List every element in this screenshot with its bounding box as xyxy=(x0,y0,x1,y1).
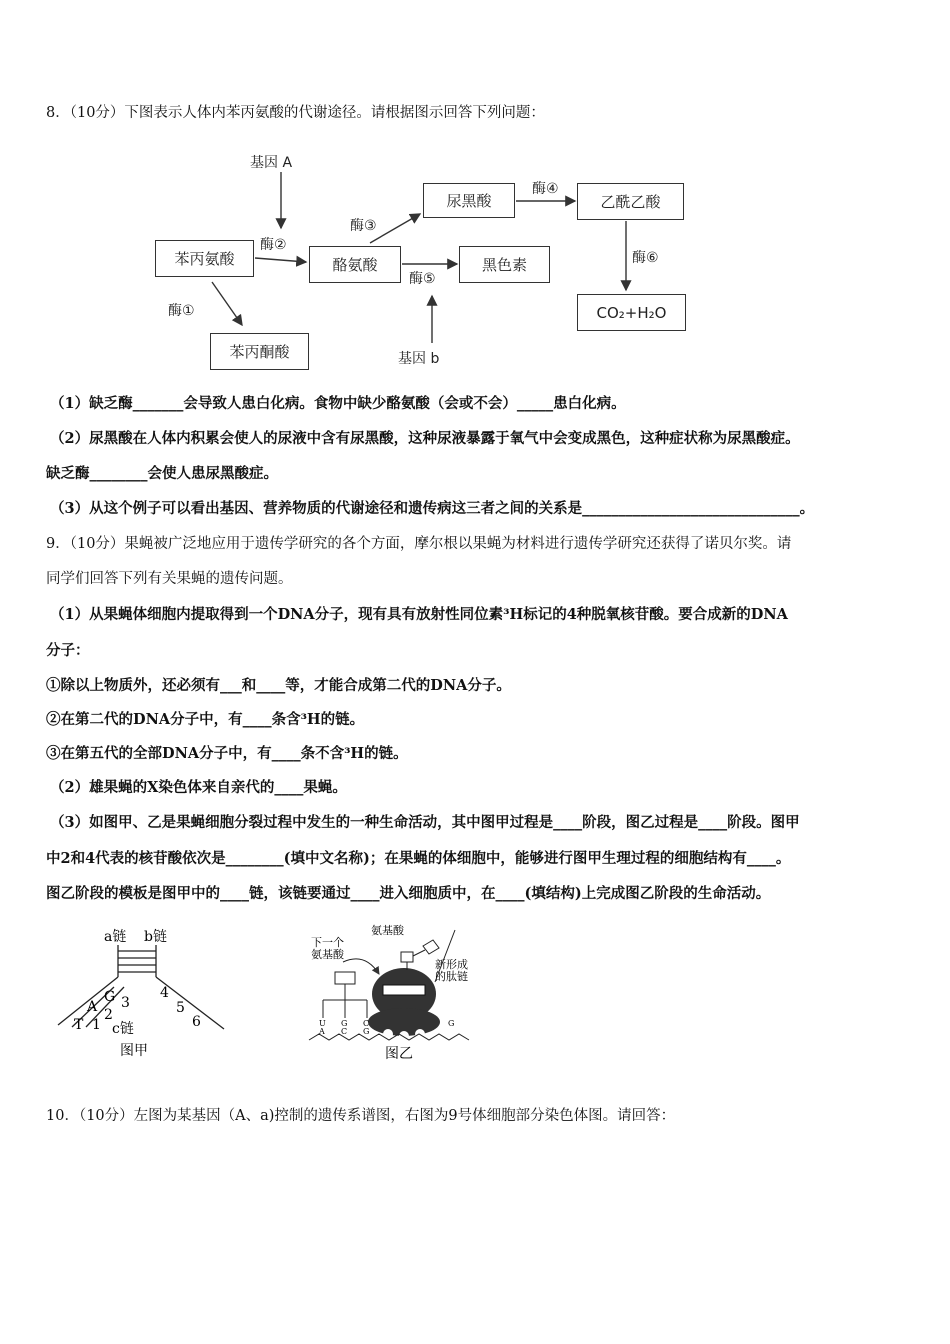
enzyme-1-label: 酶① xyxy=(168,303,195,319)
base-4: 4 xyxy=(160,985,169,1001)
enzyme-5-label: 酶⑤ xyxy=(409,271,436,287)
codon-a: A xyxy=(319,1027,325,1036)
co2-h2o-box: CO₂+H₂O xyxy=(577,294,686,331)
homogentisic-acid-box: 尿黑酸 xyxy=(423,183,515,218)
base-a: A xyxy=(87,999,98,1015)
next-amino-acid-label-2: 氨基酸 xyxy=(311,948,344,961)
figure-jia-caption: 图甲 xyxy=(120,1043,148,1059)
q8-part1: （1）缺乏酶_______会导致人患白化病。食物中缺少酪氨酸（会或不会）_____患白化病。 xyxy=(50,395,626,412)
base-g: G xyxy=(104,989,116,1005)
q9-header-line1: 9．（10分）果蝇被广泛地应用于遗传学研究的各个方面，摩尔根以果蝇为材料进行遗传学研究还获得了诺贝尔奖。请 xyxy=(46,536,792,552)
gene-b-label: 基因 b xyxy=(398,351,440,367)
base-3: 3 xyxy=(121,995,130,1011)
figure-yi-translation xyxy=(305,922,495,1062)
codon-c2: C xyxy=(341,1027,348,1036)
base-t: T xyxy=(74,1017,84,1033)
q9-header-line2: 同学们回答下列有关果蝇的遗传问题。 xyxy=(46,571,293,587)
gene-a-label: 基因 A xyxy=(250,155,293,171)
figure-jia-dna-replication xyxy=(52,925,252,1065)
phenylalanine-box: 苯丙氨酸 xyxy=(155,240,254,277)
enzyme-6-label: 酶⑥ xyxy=(632,250,659,266)
acetoacetic-acid-box: 乙酰乙酸 xyxy=(577,183,684,220)
q9-sub1: ①除以上物质外，还必须有___和____等，才能合成第二代的DNA分子。 xyxy=(46,677,511,694)
enzyme-4-label: 酶④ xyxy=(532,181,559,197)
q9-part3-line3: 图乙阶段的模板是图甲中的____链，该链要通过____进入细胞质中，在____(填结构)上完成图乙阶段的生命活动。 xyxy=(46,885,771,902)
codon-c1: C xyxy=(363,1019,370,1028)
b-chain-label: b链 xyxy=(144,929,167,945)
q9-part1-line1: （1）从果蝇体细胞内提取得到一个DNA分子，现有具有放射性同位素³H标记的4种脱氧核苷酸。要合成新的DNA xyxy=(50,606,788,623)
q8-part2-line2: 缺乏酶________会使人患尿黑酸症。 xyxy=(46,465,278,482)
q10-header: 10．（10分）左图为某基因（A、a)控制的遗传系谱图，右图为9号体细胞部分染色体图。请回答： xyxy=(46,1108,676,1124)
arrow-tyr-homogentisic xyxy=(370,214,420,243)
a-chain-label: a链 xyxy=(104,929,127,945)
codon-g1: G xyxy=(341,1019,348,1028)
base-6: 6 xyxy=(192,1014,201,1030)
q9-part1-line2: 分子： xyxy=(46,642,90,659)
amino-acid-label: 氨基酸 xyxy=(371,924,404,937)
q8-part3: （3）从这个例子可以看出基因、营养物质的代谢途径和遗传病这三者之间的关系是______________________________。 xyxy=(50,500,815,517)
tyrosine-box: 酪氨酸 xyxy=(309,246,401,283)
q9-part3-line1: （3）如图甲、乙是果蝇细胞分裂过程中发生的一种生命活动，其中图甲过程是____阶段，图乙过程是____阶段。图甲 xyxy=(50,814,800,831)
arrow-phe-tyr xyxy=(255,258,306,262)
q8-part2-line1: （2）尿黑酸在人体内积累会使人的尿液中含有尿黑酸，这种尿液暴露于氧气中会变成黑色，这种症状称为尿黑酸症。 xyxy=(50,430,800,447)
figure-yi-caption: 图乙 xyxy=(385,1046,413,1062)
q9-part3-line2: 中2和4代表的核苷酸依次是________(填中文名称)；在果蝇的体细胞中，能够进行图甲生理过程的细胞结构有____。 xyxy=(46,850,791,867)
new-peptide-label-2: 的肽链 xyxy=(435,970,468,983)
c-chain-label: c链 xyxy=(112,1021,134,1037)
q9-sub3: ③在第五代的全部DNA分子中，有____条不含³H的链。 xyxy=(46,745,408,762)
enzyme-2-label: 酶② xyxy=(260,237,287,253)
phenylpyruvate-box: 苯丙酮酸 xyxy=(210,333,309,370)
codon-g3: G xyxy=(448,1019,455,1028)
next-amino-acid-label-1: 下一个 xyxy=(311,936,344,949)
enzyme-3-label: 酶③ xyxy=(350,218,377,234)
codon-u: U xyxy=(319,1019,326,1028)
base-1: 1 xyxy=(92,1017,101,1033)
melanin-box: 黑色素 xyxy=(459,246,550,283)
q8-header: 8．（10分）下图表示人体内苯丙氨酸的代谢途径。请根据图示回答下列问题： xyxy=(46,105,545,121)
base-5: 5 xyxy=(176,1000,185,1016)
arrow-phe-pyruvate xyxy=(212,282,242,325)
base-2: 2 xyxy=(104,1007,113,1023)
q9-sub2: ②在第二代的DNA分子中，有____条含³H的链。 xyxy=(46,711,365,728)
q9-part2: （2）雄果蝇的X染色体来自亲代的____果蝇。 xyxy=(50,779,347,796)
new-peptide-label-1: 新形成 xyxy=(435,958,468,971)
codon-g2: G xyxy=(363,1027,370,1036)
